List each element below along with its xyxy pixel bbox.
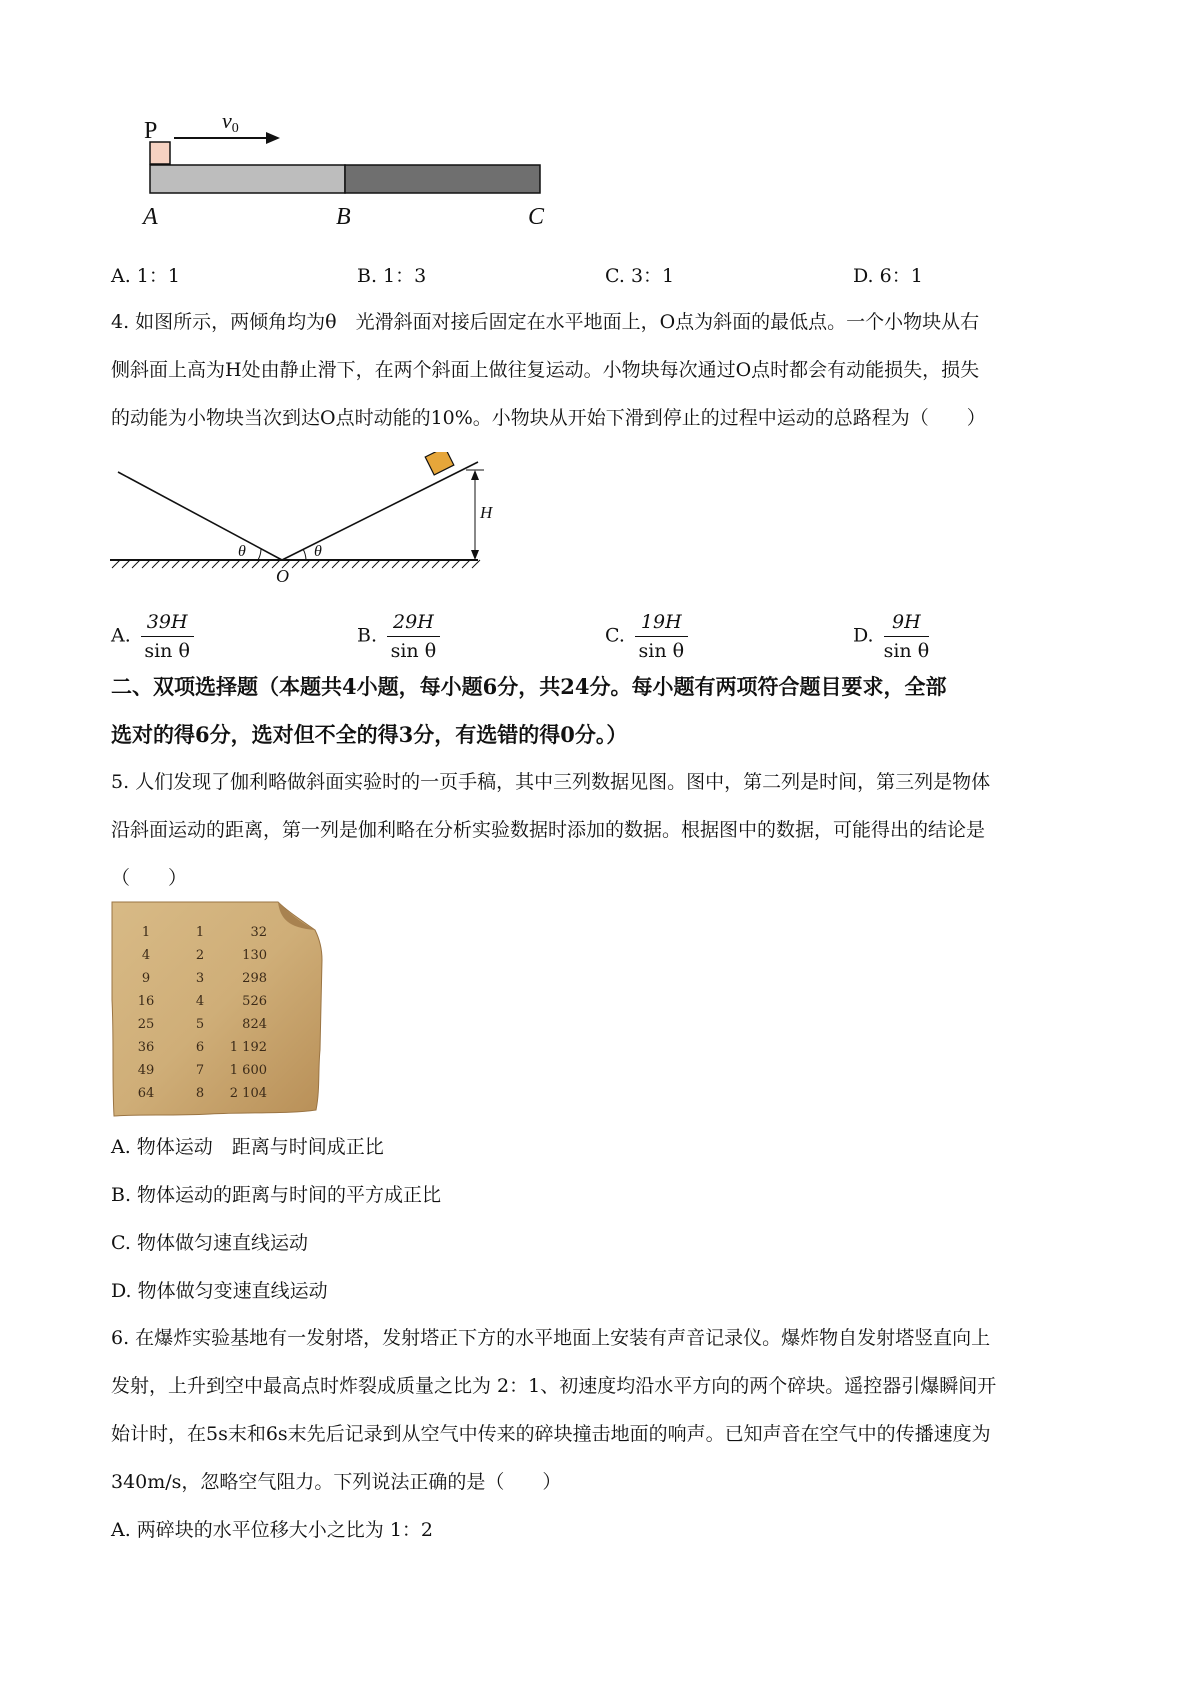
q4-option-c-denominator: sin θ: [638, 640, 685, 662]
manuscript-cell: 32: [250, 925, 267, 940]
point-b: B: [336, 204, 351, 230]
incline-figure: [108, 452, 498, 592]
manuscript-cell: 49: [137, 1063, 155, 1078]
manuscript-cell: 2: [195, 948, 205, 963]
q3-option-b[interactable]: B. 1：3: [357, 265, 427, 287]
track-segment-bc: [345, 165, 540, 193]
manuscript-cell: 6: [195, 1040, 205, 1055]
q4-option-d-denominator: sin θ: [883, 640, 930, 662]
q6-line-2: 发射，上升到空中最高点时炸裂成质量之比为 2：1、初速度均沿水平方向的两个碎块。遥控器引爆瞬间开: [111, 1375, 997, 1397]
q5-option-a[interactable]: A. 物体运动 距离与时间成正比: [111, 1136, 384, 1158]
q4-option-b-numerator: 29H: [387, 610, 440, 637]
velocity-arrowhead: [266, 132, 280, 144]
q4-line-2: 侧斜面上高为H处由静止滑下，在两个斜面上做往复运动。小物块每次通过O点时都会有动能损失，损失: [111, 359, 980, 381]
manuscript-cell: 36: [137, 1040, 155, 1055]
left-angle-arc: [258, 549, 261, 560]
q5-option-d[interactable]: D. 物体做匀变速直线运动: [111, 1280, 328, 1302]
height-arrow-up: [471, 470, 479, 480]
manuscript-cell: 5: [195, 1017, 205, 1032]
track-segment-ab: [150, 165, 345, 193]
q4-line-3: 的动能为小物块当次到达O点时动能的10%。小物块从开始下滑到停止的过程中运动的总路程为（ ）: [111, 407, 986, 429]
height-arrow-down: [471, 550, 479, 560]
q5-option-b[interactable]: B. 物体运动的距离与时间的平方成正比: [111, 1184, 442, 1206]
q4-option-d[interactable]: D. $\frac{9H}{\text{sin θ}}$: [853, 611, 930, 662]
q5-line-2: 沿斜面运动的距离，第一列是伽利略在分析实验数据时添加的数据。根据图中的数据，可能得出的结论是: [111, 819, 986, 841]
manuscript-cell: 8: [195, 1086, 205, 1101]
manuscript-cell: 3: [195, 971, 205, 986]
q3-option-c[interactable]: C. 3：1: [605, 265, 675, 287]
manuscript-cell: 2 104: [229, 1086, 267, 1101]
origin-label: O: [276, 566, 289, 586]
q3-option-a[interactable]: A. 1：1: [111, 265, 180, 287]
manuscript-cell: 64: [137, 1086, 155, 1101]
manuscript-cell: 25: [137, 1017, 155, 1032]
q4-option-c[interactable]: C. $\frac{19H}{\text{sin θ}}$: [605, 610, 688, 663]
q4-option-a-numerator: 39H: [141, 610, 194, 637]
section-2-heading-line-2: 选对的得6分，选对但不全的得3分，有选错的得0分。）: [111, 722, 628, 747]
q4-option-a[interactable]: A. $\frac{39H}{\text{sin θ}}$: [111, 610, 194, 663]
manuscript-cell: 4: [141, 948, 151, 963]
q4-option-d-numerator: 9H: [884, 610, 930, 637]
manuscript-cell: 16: [137, 994, 155, 1009]
manuscript-cell: 1 192: [229, 1040, 267, 1055]
q5-option-c[interactable]: C. 物体做匀速直线运动: [111, 1232, 308, 1254]
point-c: C: [528, 204, 545, 230]
section-2-heading-line-1: 二、双项选择题（本题共4小题，每小题6分，共24分。每小题有两项符合题目要求，全部: [111, 674, 947, 699]
velocity-label: v0: [222, 108, 239, 136]
manuscript-cell: 4: [195, 994, 205, 1009]
q6-line-3: 始计时，在5s末和6s末先后记录到从空气中传来的碎块撞击地面的响声。已知声音在空气中的传播速度为: [111, 1423, 991, 1445]
q4-option-b-denominator: sin θ: [390, 640, 437, 662]
manuscript-cell: 1: [141, 925, 151, 940]
left-incline: [118, 472, 282, 560]
q4-line-1: 4. 如图所示，两倾角均为θ 光滑斜面对接后固定在水平地面上，O点为斜面的最低点。一个小物块从右: [111, 311, 980, 333]
right-angle-label: θ: [314, 543, 322, 560]
left-angle-label: θ: [238, 543, 246, 560]
q5-line-3: （ ）: [111, 867, 188, 889]
right-incline: [282, 462, 478, 560]
manuscript-cell: 9: [141, 971, 151, 986]
manuscript-cell: 1: [195, 925, 205, 940]
q6-line-1: 6. 在爆炸实验基地有一发射塔，发射塔正下方的水平地面上安装有声音记录仪。爆炸物自发射塔竖直向上: [111, 1327, 991, 1349]
q6-line-4: 340m/s，忽略空气阻力。下列说法正确的是（ ）: [111, 1471, 562, 1493]
manuscript-cell: 1 600: [229, 1063, 267, 1078]
q6-option-a[interactable]: A. 两碎块的水平位移大小之比为 1：2: [111, 1519, 434, 1541]
manuscript-cell: 824: [242, 1017, 267, 1032]
track-figure: [130, 100, 560, 230]
q5-line-1: 5. 人们发现了伽利略做斜面实验时的一页手稿，其中三列数据见图。图中，第二列是时间，第三列是物体: [111, 771, 991, 793]
right-angle-arc: [303, 549, 306, 560]
block-p: [150, 142, 170, 164]
manuscript-cell: 526: [242, 994, 267, 1009]
height-label: H: [480, 503, 493, 522]
manuscript-cell: 7: [195, 1063, 205, 1078]
manuscript-cell: 298: [242, 971, 267, 986]
sliding-block: [425, 452, 454, 475]
q4-option-b[interactable]: B. $\frac{29H}{\text{sin θ}}$: [357, 610, 440, 663]
ground-hatching: [112, 560, 480, 568]
manuscript-cell: 130: [242, 948, 267, 963]
manuscript-image: [110, 900, 325, 1120]
block-label: P: [144, 118, 158, 144]
q3-option-d[interactable]: D. 6：1: [853, 265, 923, 287]
q4-option-c-numerator: 19H: [635, 610, 688, 637]
q4-option-a-denominator: sin θ: [144, 640, 190, 662]
point-a: A: [143, 204, 158, 230]
